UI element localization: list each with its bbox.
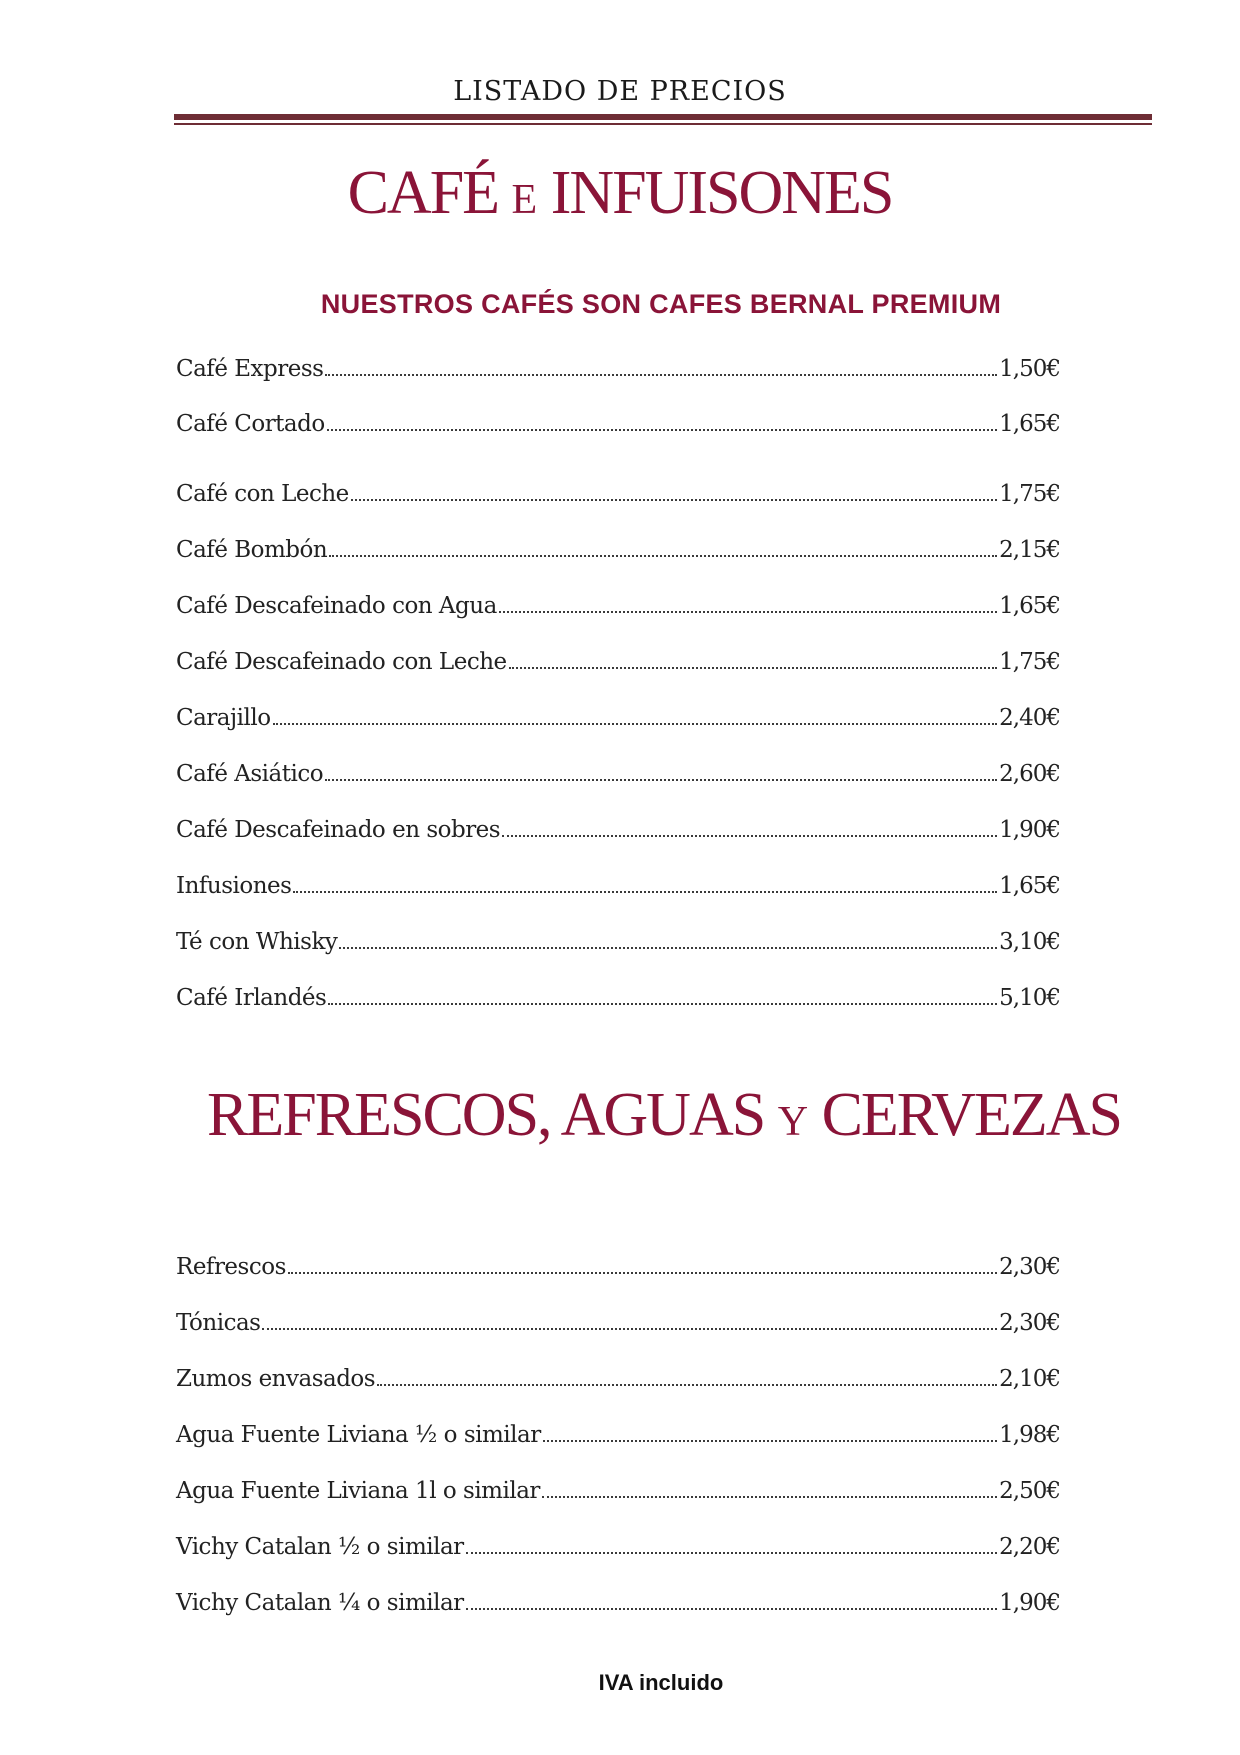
coffee-item-row [176, 477, 1060, 507]
item-name: Vichy Catalan ¼ o similar [176, 1590, 464, 1616]
coffee-title-connector: E [511, 177, 538, 223]
item-price: 2,60€ [999, 761, 1060, 787]
item-price: 2,30€ [999, 1254, 1060, 1280]
item-price: 2,40€ [999, 705, 1060, 731]
dot-leader [542, 1496, 997, 1498]
dot-leader [499, 611, 997, 613]
coffee-item-row [176, 869, 1060, 899]
item-name: Café Irlandés [176, 985, 327, 1011]
drinks-item-row [176, 1474, 1060, 1504]
item-name: Tónicas [176, 1310, 261, 1336]
item-price: 1,75€ [999, 481, 1060, 507]
header-rule-thin [174, 123, 1152, 125]
drinks-item-row [176, 1362, 1060, 1392]
dot-leader [377, 1384, 997, 1386]
item-price: 1,65€ [999, 873, 1060, 899]
item-price: 2,50€ [999, 1478, 1060, 1504]
dot-leader [262, 1328, 997, 1330]
coffee-item-row [176, 407, 1060, 437]
item-price: 2,10€ [999, 1366, 1060, 1392]
item-price: 1,65€ [999, 593, 1060, 619]
item-name: Café Descafeinado en sobres [176, 817, 501, 843]
item-name: Café Bombón [176, 537, 328, 563]
coffee-title-end: INFUISONES [550, 159, 893, 227]
dot-leader [466, 1552, 997, 1554]
dot-leader [329, 555, 997, 557]
item-name: Café Descafeinado con Agua [176, 593, 497, 619]
dot-leader [351, 499, 997, 501]
dot-leader [293, 891, 997, 893]
coffee-item-row [176, 645, 1060, 675]
drinks-title-connector: Y [777, 1099, 809, 1145]
item-name: Agua Fuente Liviana 1l o similar [176, 1478, 540, 1504]
item-price: 2,30€ [999, 1310, 1060, 1336]
item-name: Café Cortado [176, 411, 325, 437]
drinks-item-row [176, 1530, 1060, 1560]
header-rule-thick [174, 114, 1152, 120]
drinks-item-row [176, 1306, 1060, 1336]
dot-leader [288, 1272, 997, 1274]
item-name: Agua Fuente Liviana ½ o similar [176, 1422, 541, 1448]
coffee-item-row [176, 701, 1060, 731]
dot-leader [327, 429, 997, 431]
item-name: Café Express [176, 356, 324, 382]
drinks-item-row [176, 1250, 1060, 1280]
coffee-title-main: CAFÉ [347, 159, 499, 227]
drinks-item-row [176, 1418, 1060, 1448]
coffee-item-row [176, 757, 1060, 787]
dot-leader [543, 1440, 997, 1442]
page-header: LISTADO DE PRECIOS [453, 76, 787, 107]
item-price: 1,75€ [999, 649, 1060, 675]
item-name: Refrescos [176, 1254, 286, 1280]
coffee-item-row [176, 352, 1060, 382]
item-price: 2,20€ [999, 1534, 1060, 1560]
drinks-item-row [176, 1586, 1060, 1616]
coffee-section-title [0, 158, 1240, 229]
coffee-subtitle: NUESTROS CAFÉS SON CAFES BERNAL PREMIUM [320, 289, 1002, 319]
dot-leader [273, 723, 998, 725]
item-price: 1,98€ [999, 1422, 1060, 1448]
item-name: Infusiones [176, 873, 292, 899]
drinks-section-title [0, 1080, 1240, 1151]
drinks-title-main: REFRESCOS, AGUAS [207, 1081, 765, 1149]
item-price: 1,90€ [999, 817, 1060, 843]
coffee-item-row [176, 533, 1060, 563]
drinks-title-end: CERVEZAS [821, 1081, 1121, 1149]
dot-leader [325, 374, 997, 376]
coffee-item-row [176, 589, 1060, 619]
item-name: Té con Whisky [176, 929, 338, 955]
item-price: 1,65€ [999, 411, 1060, 437]
dot-leader [466, 1608, 997, 1610]
item-name: Zumos envasados [176, 1366, 376, 1392]
dot-leader [502, 835, 997, 837]
dot-leader [325, 779, 997, 781]
item-name: Café Descafeinado con Leche [176, 649, 507, 675]
coffee-item-row [176, 925, 1060, 955]
item-price: 3,10€ [999, 929, 1060, 955]
item-name: Café con Leche [176, 481, 349, 507]
vat-note: IVA incluido [598, 1670, 724, 1695]
item-name: Café Asiático [176, 761, 324, 787]
dot-leader [509, 667, 998, 669]
item-name: Carajillo [176, 705, 271, 731]
coffee-item-row [176, 981, 1060, 1011]
item-price: 1,90€ [999, 1590, 1060, 1616]
dot-leader [328, 1003, 997, 1005]
item-name: Vichy Catalan ½ o similar [176, 1534, 464, 1560]
dot-leader [339, 947, 997, 949]
coffee-item-row [176, 813, 1060, 843]
item-price: 1,50€ [999, 356, 1060, 382]
item-price: 2,15€ [999, 537, 1060, 563]
item-price: 5,10€ [999, 985, 1060, 1011]
